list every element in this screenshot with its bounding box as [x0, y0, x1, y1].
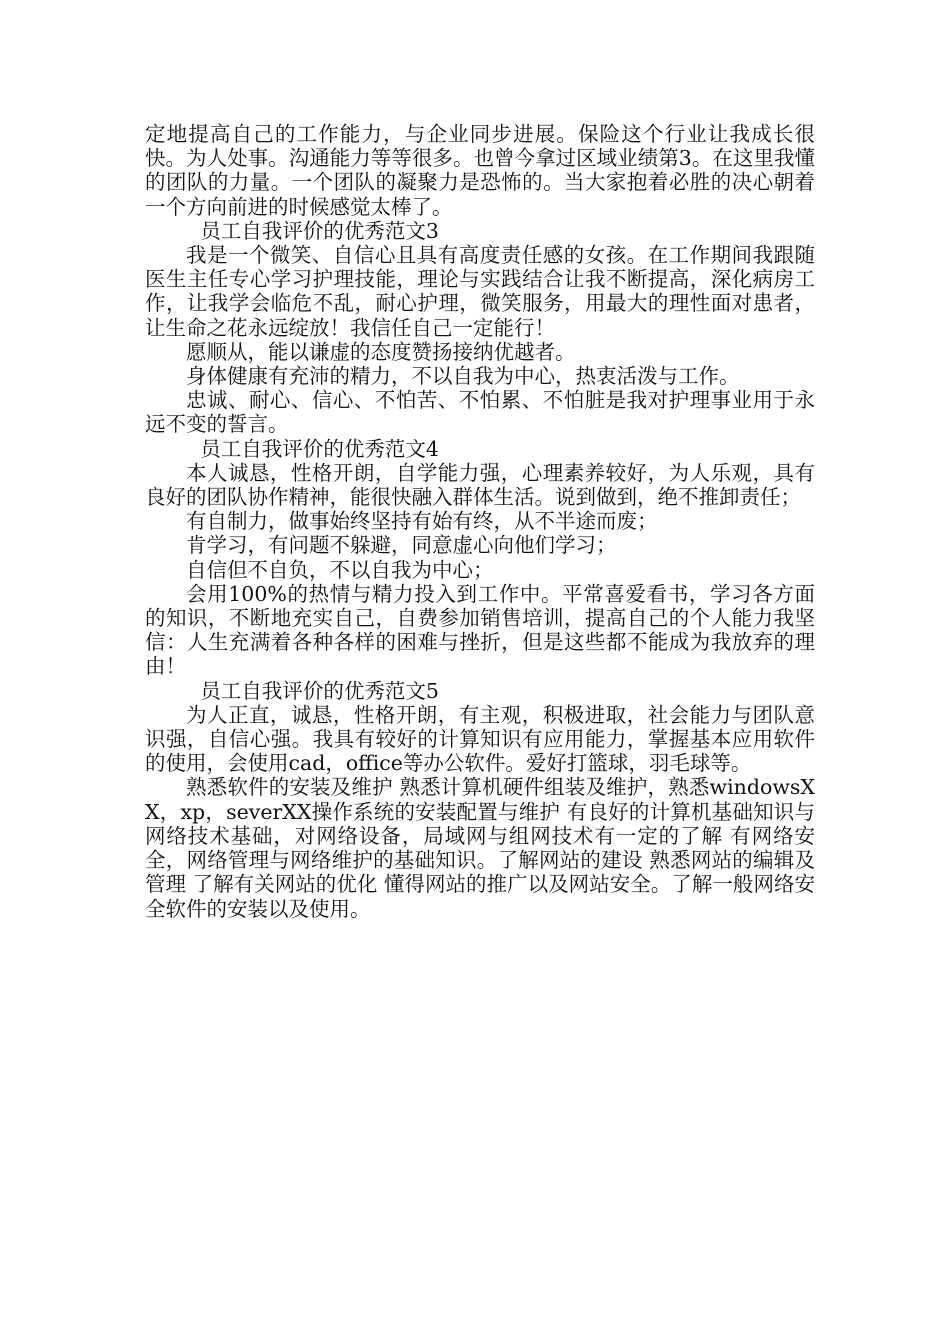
paragraph: 愿顺从，能以谦虚的态度赞扬接纳优越者。 — [186, 339, 576, 364]
paragraph: 会用100%的热情与精力投入到工作中。平常喜爱看书，学习各方面的知识，不断地充实自己，自费参加销售培训，提高自己的个人能力我坚信：人生充满着各种各样的困难与挫折，但是这些都不能成为我放弃的理由！ — [145, 581, 815, 679]
paragraph: 肯学习，有问题不躲避，同意虚心向他们学习； — [186, 533, 617, 558]
paragraph: 熟悉软件的安装及维护 熟悉计算机硬件组装及维护，熟悉windowsXX，xp，severXX操作系统的安装配置与维护 有良好的计算机基础知识与网络技术基础，对网络设备，局域网与组网技术有一定的了解 有网络安全，网络管理与网络维护的基础知识。了解网站的建设 熟悉网站的编辑及管理 了解有关网站的优化 懂得网站的推广以及网站安全。了解一般网络安全软件的安装以及使用。 — [145, 775, 815, 921]
document-body — [145, 122, 815, 921]
paragraph: 忠诚、耐心、信心、不怕苦、不怕累、不怕脏是我对护理事业用于永远不变的誓言。 — [145, 388, 815, 437]
paragraph: 有自制力，做事始终坚持有始有终，从不半途而废； — [186, 509, 658, 534]
section-heading-5: 员工自我评价的优秀范文5 — [200, 678, 439, 703]
paragraph-intro-continuation: 定地提高自己的工作能力，与企业同步进展。保险这个行业让我成长很快。为人处事。沟通能力等等很多。也曾今拿过区域业绩第3。在这里我懂的团队的力量。一个团队的凝聚力是恐怖的。当大家抱着必胜的决心朝着一个方向前进的时候感觉太棒了。 — [145, 122, 815, 219]
paragraph: 为人正直，诚恳，性格开朗，有主观，积极进取，社会能力与团队意识强，自信心强。我具有较好的计算知识有应用能力，掌握基本应用软件的使用，会使用cad，office等办公软件。爱好打篮球，羽毛球等。 — [145, 702, 815, 776]
section-heading-4: 员工自我评价的优秀范文4 — [200, 436, 439, 461]
section-heading-3: 员工自我评价的优秀范文3 — [200, 218, 439, 243]
paragraph: 自信但不自负，不以自我为中心； — [186, 557, 494, 582]
paragraph: 我是一个微笑、自信心且具有高度责任感的女孩。在工作期间我跟随医生主任专心学习护理技能，理论与实践结合让我不断提高，深化病房工作，让我学会临危不乱，耐心护理，微笑服务，用最大的理性面对患者，让生命之花永远绽放！我信任自己一定能行！ — [145, 243, 815, 340]
paragraph: 本人诚恳，性格开朗，自学能力强，心理素养较好，为人乐观，具有良好的团队协作精神，能很快融入群体生活。说到做到，绝不推卸责任； — [145, 460, 815, 510]
paragraph: 身体健康有充沛的精力，不以自我为中心，热衷活泼与工作。 — [186, 364, 740, 389]
